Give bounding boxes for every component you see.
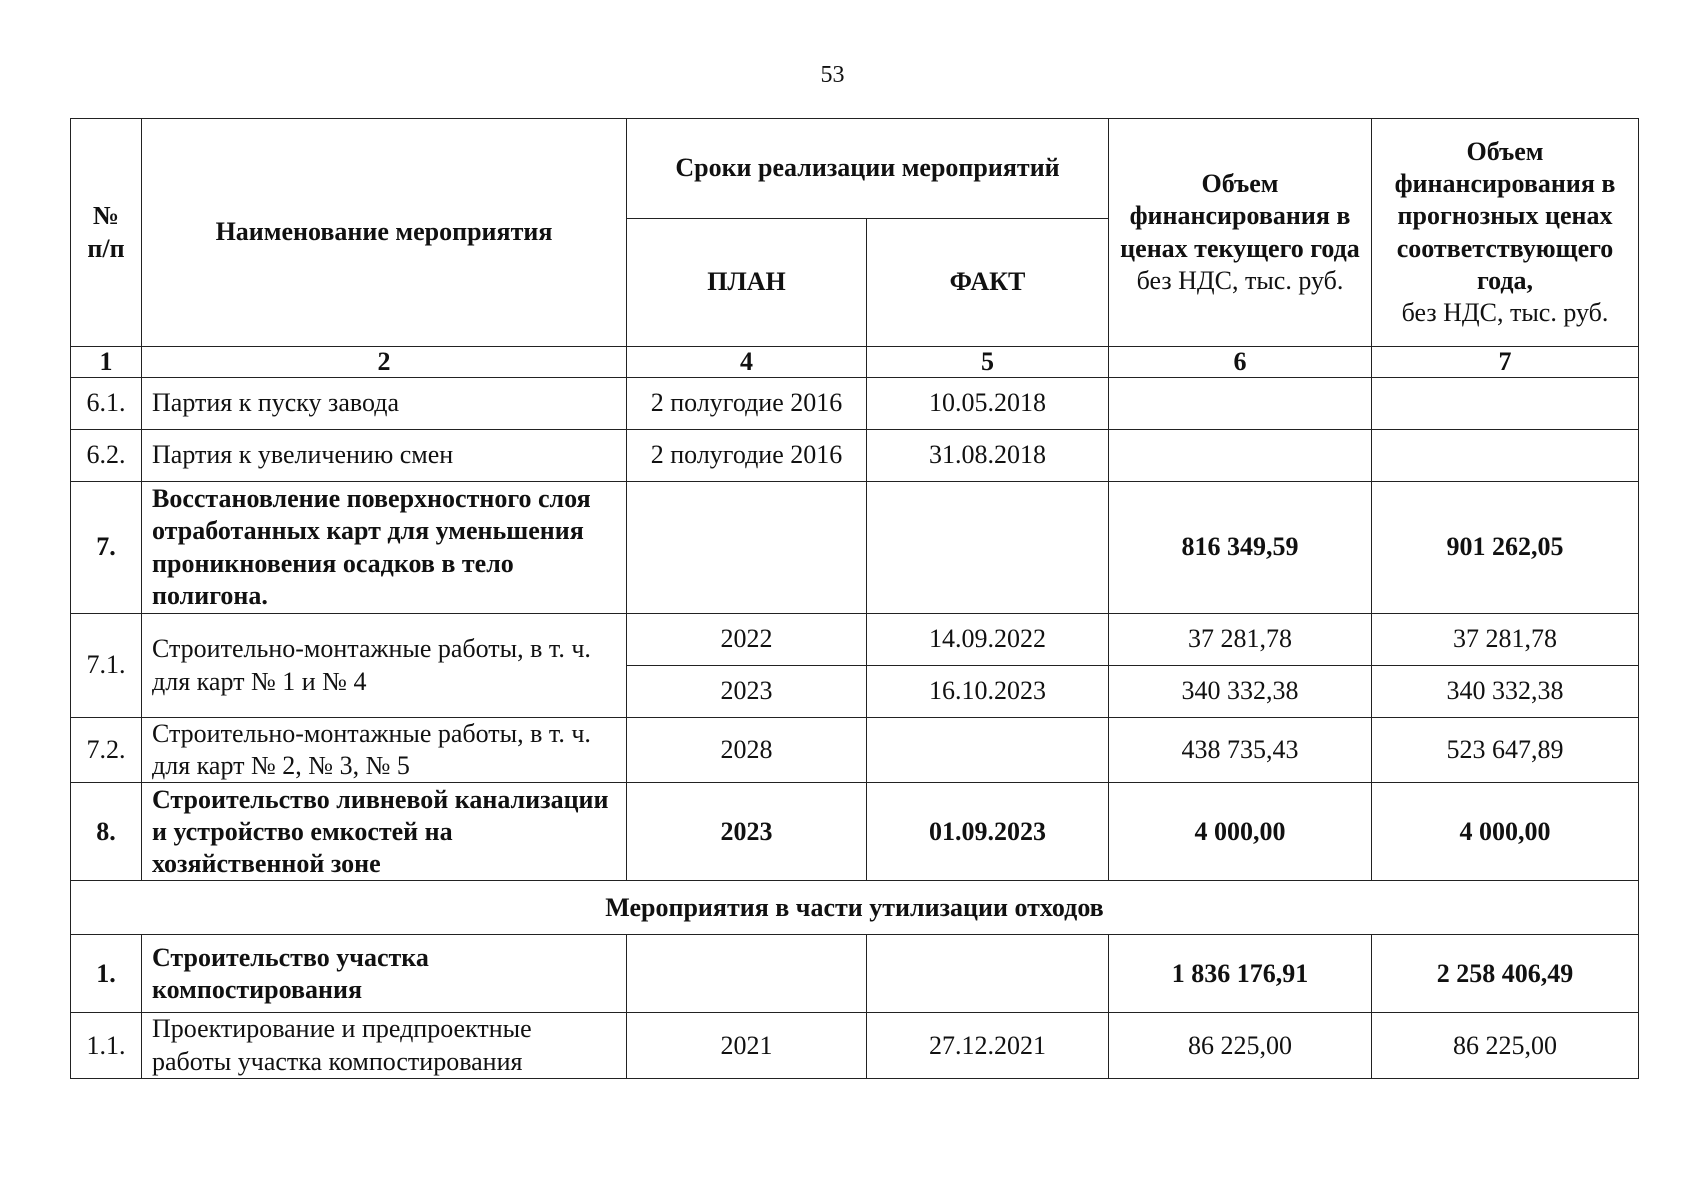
row-num: 7.: [71, 482, 142, 614]
table-row: [71, 783, 1639, 881]
row-fin-current: 4 000,00: [1109, 783, 1372, 881]
column-number: 4: [627, 347, 867, 378]
header-name: Наименование мероприятия: [142, 119, 627, 347]
table-row: [71, 614, 1639, 666]
row-fin-current: 340 332,38: [1109, 666, 1372, 718]
row-name: Партия к увеличению смен: [142, 430, 627, 482]
row-name: Восстановление поверхностного слоя отработанных карт для уменьшения проникновения осадков в тело полигона.: [142, 482, 627, 614]
row-fact: 31.08.2018: [867, 430, 1109, 482]
header-terms: Сроки реализации мероприятий: [627, 119, 1109, 219]
row-fin-forecast: 901 262,05: [1372, 482, 1639, 614]
row-plan: 2023: [627, 783, 867, 881]
header-fin-forecast: [1372, 119, 1639, 347]
row-fin-forecast: 37 281,78: [1372, 614, 1639, 666]
row-num: 7.1.: [71, 614, 142, 718]
column-numbers-row: [71, 347, 1639, 378]
header-fact: ФАКТ: [867, 219, 1109, 347]
header-fin-current: [1109, 119, 1372, 347]
row-plan: 2021: [627, 1013, 867, 1078]
row-name: Строительно-монтажные работы, в т. ч. для карт № 2, № 3, № 5: [142, 718, 627, 783]
row-fact: [867, 482, 1109, 614]
row-fact: 01.09.2023: [867, 783, 1109, 881]
row-plan: 2 полугодие 2016: [627, 430, 867, 482]
row-name: Строительно-монтажные работы, в т. ч. для карт № 1 и № 4: [142, 614, 627, 718]
row-name: Строительство ливневой канализации и устройство емкостей на хозяйственной зоне: [142, 783, 627, 881]
row-name: Партия к пуску завода: [142, 378, 627, 430]
row-fact: [867, 935, 1109, 1013]
row-fact: 27.12.2021: [867, 1013, 1109, 1078]
row-fin-current: [1109, 378, 1372, 430]
table-row: [71, 718, 1639, 783]
header-fin-forecast-unit: без НДС, тыс. руб.: [1401, 297, 1609, 327]
header-num: № п/п: [71, 119, 142, 347]
page-number: 53: [820, 62, 845, 88]
row-fin-current: 816 349,59: [1109, 482, 1372, 614]
row-fin-forecast: 340 332,38: [1372, 666, 1639, 718]
header-fin-forecast-title: Объем финансирования в прогнозных ценах соответствующего года,: [1394, 136, 1616, 295]
measures-table: [70, 118, 1639, 1079]
column-number: 1: [71, 347, 142, 378]
table-row: [71, 378, 1639, 430]
column-number: 2: [142, 347, 627, 378]
row-plan: [627, 482, 867, 614]
row-fin-current: 438 735,43: [1109, 718, 1372, 783]
header-row: [71, 119, 1639, 219]
row-fin-forecast: 523 647,89: [1372, 718, 1639, 783]
row-num: 7.2.: [71, 718, 142, 783]
row-fact: 16.10.2023: [867, 666, 1109, 718]
row-name: Строительство участка компостирования: [142, 935, 627, 1013]
table-row: [71, 1013, 1639, 1078]
row-fin-forecast: [1372, 430, 1639, 482]
row-fin-forecast: 4 000,00: [1372, 783, 1639, 881]
header-plan: ПЛАН: [627, 219, 867, 347]
row-plan: 2 полугодие 2016: [627, 378, 867, 430]
row-num: 8.: [71, 783, 142, 881]
row-num: 6.1.: [71, 378, 142, 430]
table-row: [71, 482, 1639, 614]
row-fin-current: [1109, 430, 1372, 482]
row-fin-forecast: 2 258 406,49: [1372, 935, 1639, 1013]
table-row: [71, 430, 1639, 482]
column-number: 7: [1372, 347, 1639, 378]
section-title: Мероприятия в части утилизации отходов: [71, 881, 1639, 935]
row-fact: 10.05.2018: [867, 378, 1109, 430]
row-num: 6.2.: [71, 430, 142, 482]
row-fin-forecast: [1372, 378, 1639, 430]
column-number: 5: [867, 347, 1109, 378]
row-plan: 2023: [627, 666, 867, 718]
header-fin-current-unit: без НДС, тыс. руб.: [1136, 265, 1344, 295]
header-fin-current-title: Объем финансирования в ценах текущего года: [1120, 169, 1360, 263]
row-num: 1.: [71, 935, 142, 1013]
column-number: 6: [1109, 347, 1372, 378]
row-plan: 2028: [627, 718, 867, 783]
table-row: [71, 935, 1639, 1013]
row-plan: [627, 935, 867, 1013]
row-fact: [867, 718, 1109, 783]
section-row: [71, 881, 1639, 935]
row-fin-current: 37 281,78: [1109, 614, 1372, 666]
row-fin-current: 1 836 176,91: [1109, 935, 1372, 1013]
row-name: Проектирование и предпроектные работы участка компостирования: [142, 1013, 627, 1078]
row-num: 1.1.: [71, 1013, 142, 1078]
row-plan: 2022: [627, 614, 867, 666]
row-fin-forecast: 86 225,00: [1372, 1013, 1639, 1078]
row-fact: 14.09.2022: [867, 614, 1109, 666]
row-fin-current: 86 225,00: [1109, 1013, 1372, 1078]
